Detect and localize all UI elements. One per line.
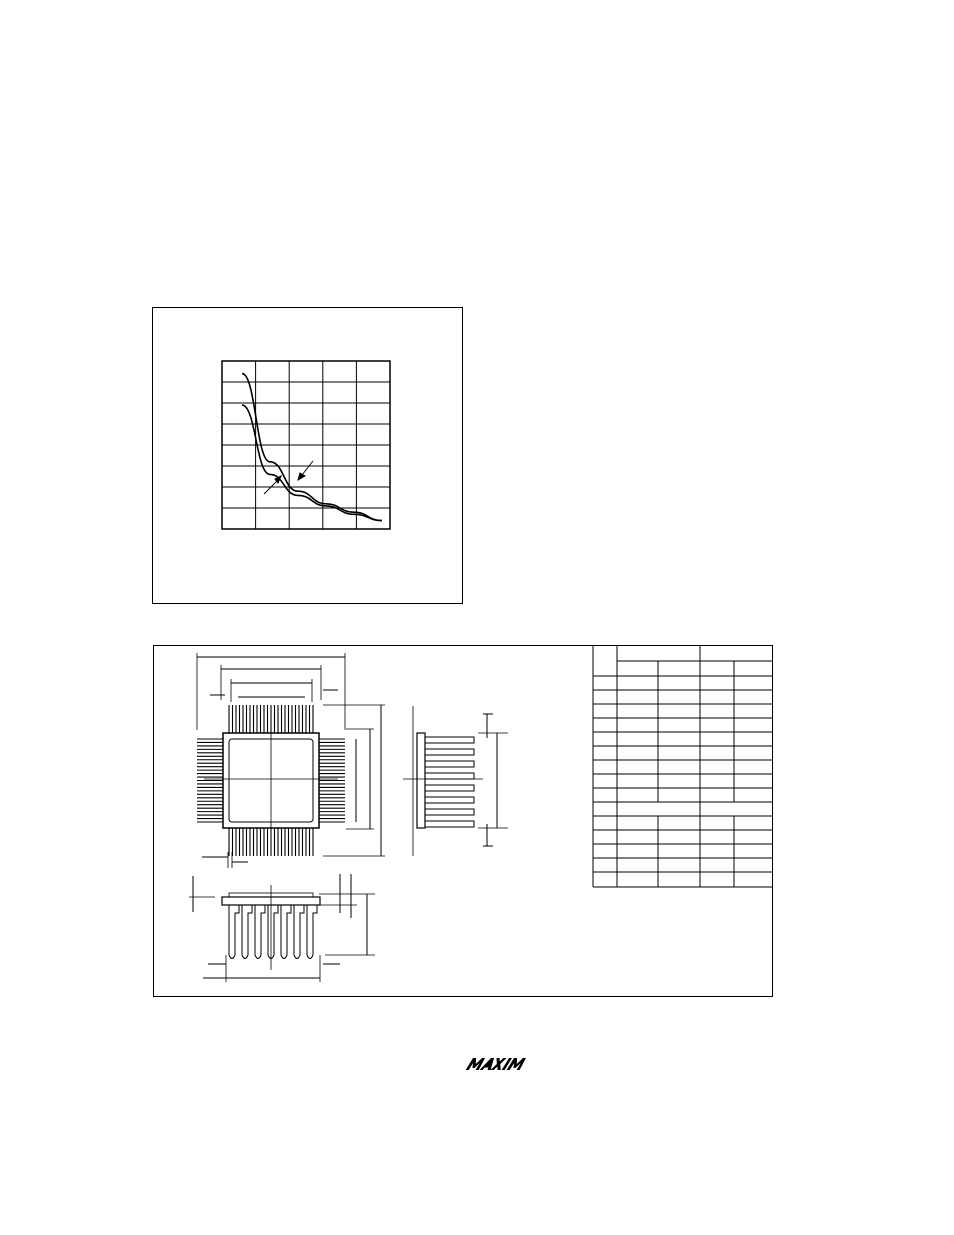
front-view-leads: [229, 905, 317, 959]
front-lead: [307, 905, 317, 959]
side-lead: [425, 821, 474, 827]
front-lead: [294, 905, 304, 959]
leads-bottom: [229, 828, 313, 856]
front-lead: [281, 905, 291, 959]
side-lead: [425, 773, 474, 779]
side-view-leads: [425, 737, 474, 827]
front-lead: [229, 905, 239, 959]
leads-top: [229, 705, 313, 733]
leads-left: [197, 739, 223, 822]
front-lead: [255, 905, 265, 959]
side-lead: [425, 785, 474, 791]
side-lead: [425, 797, 474, 803]
front-lead: [268, 905, 278, 959]
side-lead: [425, 749, 474, 755]
side-lead: [425, 809, 474, 815]
package-body-side-view: [417, 733, 425, 828]
side-lead: [425, 761, 474, 767]
maxim-logo: [466, 1058, 524, 1070]
side-lead: [425, 737, 474, 743]
dimension-table: [593, 645, 772, 887]
leads-right: [319, 739, 345, 822]
front-lead: [242, 905, 252, 959]
